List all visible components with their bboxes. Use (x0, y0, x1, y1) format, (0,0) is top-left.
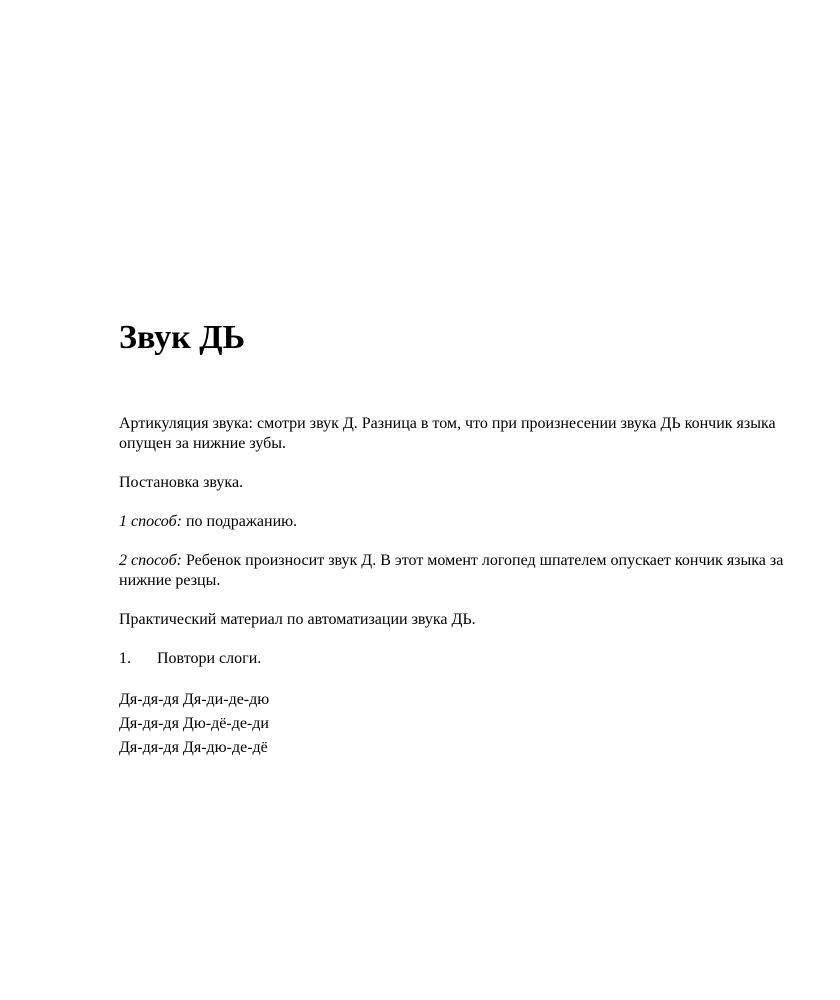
document-content (119, 316, 799, 760)
exercise-list-item (119, 649, 799, 669)
articulation-paragraph: Артикуляция звука: смотри звук Д. Разница в том, что при произнесении звука ДЬ кончик языка опущен за нижние зубы. (119, 415, 776, 452)
method-1-paragraph (119, 512, 799, 532)
method-2-paragraph (119, 551, 799, 591)
exercise-number: 1. (119, 650, 131, 667)
syllable-block (119, 688, 799, 760)
method-2-text: Ребенок произносит звук Д. В этот момент логопед шпателем опускает кончик языка за нижние резцы. (119, 552, 784, 589)
method-1-text: по подражанию. (181, 513, 298, 530)
syllable-line: Дя-дя-дя Дя-дю-де-дё (119, 739, 268, 756)
method-2-label: 2 способ: (119, 552, 182, 569)
method-1-label: 1 способ: (119, 513, 182, 530)
syllable-line: Дя-дя-дя Дя-ди-де-дю (119, 691, 270, 708)
practice-heading: Практический материал по автоматизации звука ДЬ. (119, 611, 476, 628)
exercise-text: Повтори слоги. (157, 650, 262, 667)
setup-heading: Постановка звука. (119, 474, 244, 491)
page-title: Звук ДЬ (119, 319, 246, 356)
syllable-line: Дя-дя-дя Дю-дё-де-ди (119, 715, 269, 732)
